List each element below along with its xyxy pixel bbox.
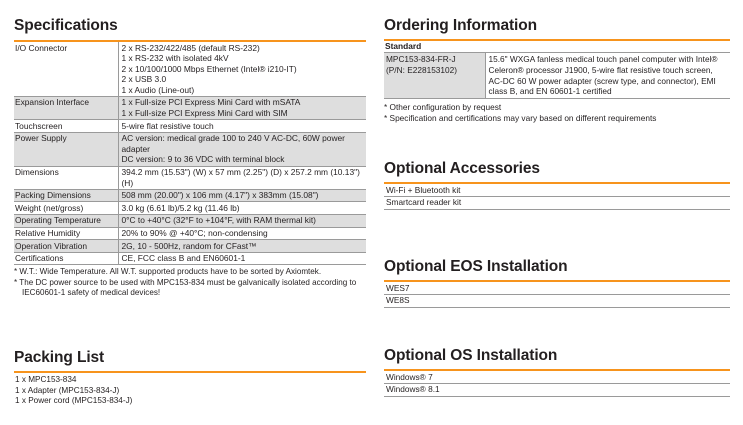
os-list: [384, 371, 730, 397]
spec-value-line: 1 x Full-size PCI Express Mini Card with mSATA: [121, 97, 301, 108]
spec-value-line: AC version: medical grade 100 to 240 V AC-DC, 60W power adapter: [121, 133, 345, 154]
spec-row: [14, 96, 366, 119]
ordering-part-number: (P/N: E228153102): [386, 64, 458, 75]
specifications-table: [14, 42, 366, 265]
spec-value: [118, 96, 366, 119]
ordering-title: Ordering Information: [384, 17, 538, 34]
spec-value: [118, 227, 366, 240]
os-item: Windows® 8.1: [384, 384, 730, 397]
packing-list-rule: [14, 371, 366, 373]
spec-value-line: 508 mm (20.00") x 106 mm (4.17") x 383mm (15.08"): [121, 190, 319, 201]
specifications-notes: [14, 267, 366, 298]
spec-key: Expansion Interface: [14, 96, 118, 119]
spec-value: [118, 214, 366, 227]
spec-value-line: DC version: 9 to 36 VDC with terminal block: [121, 154, 285, 165]
spec-value: [118, 120, 366, 133]
spec-value-line: 2 x 10/100/1000 Mbps Ethernet (Intel® i210-IT): [121, 63, 297, 74]
spec-value-line: 2 x RS-232/422/485 (default RS-232): [121, 42, 260, 53]
spec-value: [118, 189, 366, 202]
ordering-notes: [384, 102, 730, 123]
spec-key: Packing Dimensions: [14, 189, 118, 202]
spec-value-line: 2G, 10 - 500Hz, random for CFast™: [121, 240, 257, 251]
os-item: Windows® 7: [384, 371, 730, 384]
spec-note: * The DC power source to be used with MPC153-834 must be galvanically isolated according to IEC60601-1 safety of medical devices!: [14, 277, 357, 298]
os-title: Optional OS Installation: [384, 347, 558, 364]
eos-item: WES7: [384, 282, 730, 295]
packing-item: 1 x Adapter (MPC153-834-J): [15, 385, 120, 395]
spec-value-line: 394.2 mm (15.53") (W) x 57 mm (2.25") (D) x 257.2 mm (10.13") (H): [121, 167, 360, 188]
eos-item: WE8S: [384, 295, 730, 308]
spec-row: [14, 120, 366, 133]
spec-note: * W.T.: Wide Temperature. All W.T. supported products have to be sorted by Axiomtek.: [14, 267, 322, 277]
spec-value-line: 3.0 kg (6.61 lb)/5.2 kg (11.46 lb): [121, 202, 240, 213]
spec-value-line: 20% to 90% @ +40°C; non-condensing: [121, 228, 268, 238]
spec-row: [14, 132, 366, 166]
packing-item: 1 x Power cord (MPC153-834-J): [15, 396, 133, 406]
packing-list-title: Packing List: [14, 349, 105, 366]
spec-value: [118, 240, 366, 253]
packing-list: [14, 375, 366, 407]
spec-value-line: 1 x Full-size PCI Express Mini Card with SIM: [121, 108, 288, 119]
accessory-item: Smartcard reader kit: [384, 197, 730, 210]
spec-key: Touchscreen: [14, 120, 118, 133]
spec-value: [118, 166, 366, 189]
ordering-model: [384, 53, 485, 99]
spec-key: I/O Connector: [14, 42, 118, 96]
accessories-list: [384, 184, 730, 210]
ordering-model-name: MPC153-834-FR-J: [386, 54, 456, 64]
spec-row: [14, 166, 366, 189]
spec-value-line: 0°C to +40°C (32°F to +104°F, with RAM thermal kit): [121, 215, 316, 226]
accessories-title: Optional Accessories: [384, 160, 540, 177]
spec-key: Certifications: [14, 252, 118, 265]
accessory-item: Wi-Fi + Bluetooth kit: [384, 184, 730, 197]
spec-value: [118, 42, 366, 96]
eos-list: [384, 282, 730, 308]
spec-key: Dimensions: [14, 166, 118, 189]
spec-row: [14, 202, 366, 215]
packing-item: 1 x MPC153-834: [15, 375, 77, 384]
spec-row: [14, 214, 366, 227]
spec-value-line: 5-wire flat resistive touch: [121, 120, 214, 131]
spec-row: [14, 240, 366, 253]
ordering-note: * Specification and certifications may vary based on different requirements: [384, 112, 657, 123]
spec-row: [14, 227, 366, 240]
spec-key: Weight (net/gross): [14, 202, 118, 215]
spec-value: [118, 202, 366, 215]
spec-value: [118, 252, 366, 265]
spec-key: Relative Humidity: [14, 227, 118, 240]
spec-value-line: 1 x Audio (Line-out): [121, 84, 195, 95]
spec-value: [118, 132, 366, 166]
ordering-table: [384, 53, 730, 99]
spec-row: [14, 189, 366, 202]
spec-value-line: CE, FCC class B and EN60601-1: [121, 253, 246, 264]
eos-title: Optional EOS Installation: [384, 258, 568, 275]
left-column: [14, 0, 366, 406]
ordering-description: 15.6" WXGA fanless medical touch panel computer with Intel® Celeron® processor J1900, 5-wire flat resistive touch screen, AC-DC 60 W power adapter (screw type, and connector), EMI class B, and EN 60601-1 certified: [485, 53, 730, 99]
spec-value-line: 1 x RS-232 with isolated 4kV: [121, 53, 229, 64]
spec-row: [14, 252, 366, 265]
spec-key: Operation Vibration: [14, 240, 118, 253]
spec-row: [14, 42, 366, 96]
ordering-subhead: Standard: [384, 41, 730, 53]
spec-value-line: 2 x USB 3.0: [121, 74, 167, 85]
spec-key: Power Supply: [14, 132, 118, 166]
spec-key: Operating Temperature: [14, 214, 118, 227]
ordering-row: [384, 53, 730, 99]
specifications-title: Specifications: [14, 17, 118, 34]
ordering-note: * Other configuration by request: [384, 102, 502, 113]
